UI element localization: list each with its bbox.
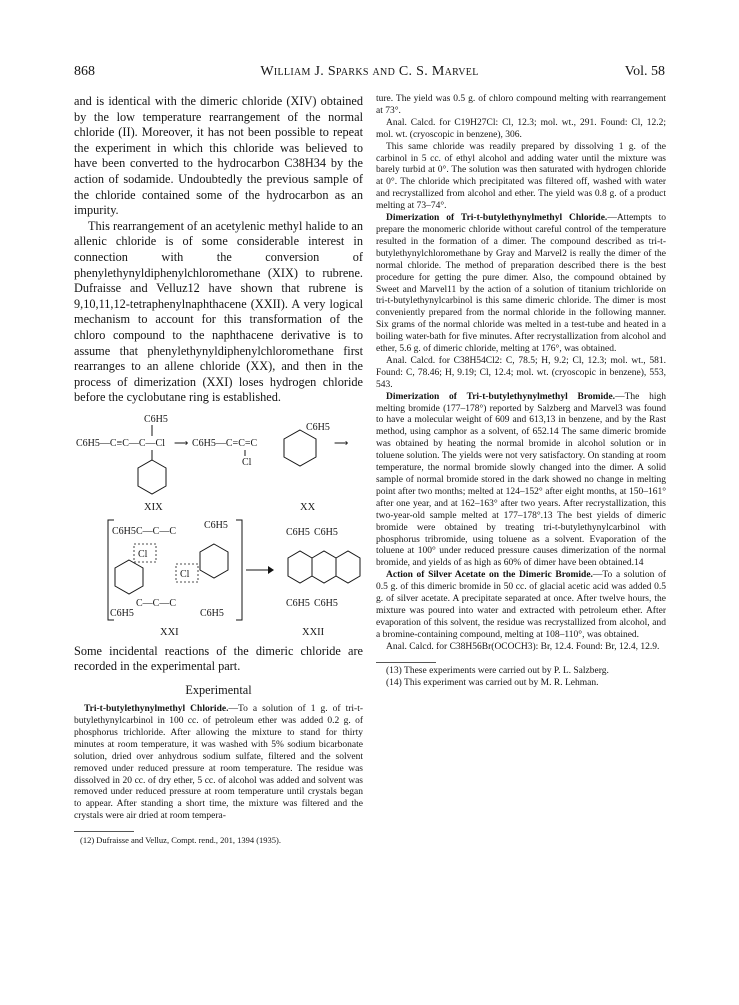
paragraph — [376, 392, 666, 571]
analysis-line: Anal. Calcd. for C38H54Cl2: C, 78.5; H, 9.2; Cl, 12.3; mol. wt., 581. Found: C, 78.46; H, 9.19; Cl, 12.4; mol. wt. (cryoscopic in benzene), 553, 543. — [376, 355, 666, 390]
running-header — [74, 64, 665, 84]
left-column — [74, 94, 363, 846]
xxi-cl-1: Cl — [138, 548, 148, 560]
paragraph: and is identical with the dimeric chloride (XIV) obtained by the low temperature rearrangement of the normal chloride (II). Moreover, it has not been possible to repeat the experiment in which this chloride was believed to have been converted to the hydrocarbon C38H34 by the action of sodamide. Undoubtedly the previous sample of the chloride contained some of the hydrocarbon as an impurity. — [74, 94, 363, 218]
paragraph: This same chloride was readily prepared by dissolving 1 g. of the carbinol in 5 cc. of ethyl alcohol and adding water until the mixture was barely turbid at 0°. The solution was then saturated with hydrogen chloride at 0°. The chloride which precipitated was filtered off, washed with water and recrystallized from alcohol and ether. The yield was 0.8 g. of a product melting at 73–74°. — [376, 141, 666, 212]
analysis-line: Anal. Calcd. for C19H27Cl: Cl, 12.3; mol. wt., 291. Found: Cl, 12.2; mol. wt. (cryoscopic in benzene), 306. — [376, 117, 666, 140]
xxi-phenyl-tr: C6H5 — [204, 519, 228, 531]
analysis-line: Anal. Calcd. for C38H56Br(OCOCH3): Br, 12.4. Found: Br, 12.4, 12.9. — [386, 641, 660, 652]
paragraph-body: —The high melting bromide (177–178°) reported by Salzberg and Marvel3 was found to have a molecular weight of 609 and 613,13 in benzene, and by the Rast method, using camphor as a solvent, of 652.14 The same dimeric bromide was obtained by heating the normal bromide in alcohol solution or in toluene solution. The yields were not very satisfactory. On standing at room temperature, the normal bromide slowly changed into the dimer. A solid sample of normal bromide stored in the dark showed no change in melting point after two months; melted at 124–152° after eight months, at 150–161° after one year, and at 162–163° after two years. After recrystallization, this two-year-old sample melted at 177–178°.13 The best yields of dimeric bromide were obtained by treating tri-t-butylethynylcarbinol with phosphorus tribromide, using toluene as a solvent. Evaporation of the toluene at 100° under reduced pressure causes dimerization of the normal bromide, and yields of as high as 60% of dimer have been obtained.14 — [376, 391, 666, 569]
paragraph-body: —To a solution of 0.5 g. of this dimeric bromide in 50 cc. of glacial acetic acid was added 0.5 g. of silver acetate. A precipitate separated at once. After twelve hours, the mixture was poured into water and extracted with petroleum ether. After evaporation of this solvent, the residue was recrystallized from alcohol, and a bromine-containing compound, melting at 108–110°, was obtained. — [376, 570, 666, 640]
right-column — [376, 94, 666, 689]
xx-phenyl: C6H5 — [306, 421, 330, 433]
label-xx: XX — [300, 501, 316, 513]
xxi-chain-top: C—C—C — [136, 525, 177, 537]
paragraph: ture. The yield was 0.5 g. of chloro compound melting with rearrangement at 73°. — [376, 94, 666, 116]
page-number: 868 — [74, 64, 95, 79]
xxii-phenyl-tr: C6H5 — [314, 526, 338, 538]
footnote-rule — [376, 662, 436, 663]
xxii-phenyl-br: C6H5 — [314, 597, 338, 609]
label-xxii: XXII — [302, 626, 325, 638]
footnote: (13) These experiments were carried out by P. L. Salzberg. — [386, 665, 609, 676]
xx-chain: C6H5—C=C=C — [192, 437, 258, 449]
section-heading: Experimental — [185, 683, 252, 698]
footnote: (14) This experiment was carried out by M. R. Lehman. — [386, 677, 599, 688]
paragraph: This rearrangement of an acetylenic methyl halide to an allenic chloride is of some considerable interest in connection with the conversion of phenylethynyldiphenylchloromethane (XIX) to rubrene. Dufraisse and Velluz12 have shown that rubrene is 9,10,11,12-tetraphenylnaphthacene (XXII). A very logical mechanism to account for this transformation of the chloro compound to the naphthacene derivative is to assume that phenylethynyldiphenylchloromethane first rearranges to an allene chloride (XX), and then in the process of dimerization (XXI) loses hydrogen chloride before the cyclobutane ring is established. — [74, 218, 363, 405]
xxii-phenyl-bl: C6H5 — [286, 597, 310, 609]
run-in-title: Dimerization of Tri-t-butylethynylmethyl Bromide. — [386, 391, 616, 402]
label-xix: XIX — [144, 501, 163, 513]
xx-chloride: Cl — [242, 456, 252, 468]
label-xxi: XXI — [160, 626, 179, 638]
footnote: (12) Dufraisse and Velluz, Compt. rend., 201, 1394 (1935). — [80, 835, 281, 846]
paragraph — [74, 704, 363, 823]
reaction-scheme-diagram — [74, 410, 363, 638]
reaction-arrow-2: ⟶ — [334, 437, 349, 449]
run-in-title: Tri-t-butylethynylmethyl Chloride. — [84, 704, 229, 715]
reaction-arrow-1: ⟶ — [174, 437, 189, 449]
xxi-chain-bot: C—C—C — [136, 597, 177, 609]
paragraph — [376, 570, 666, 641]
run-in-title: Dimerization of Tri-t-butylethynylmethyl Chloride. — [386, 213, 608, 224]
xxi-phenyl-bl: C6H5 — [110, 607, 134, 619]
running-title: William J. Sparks and C. S. Marvel — [260, 64, 479, 79]
volume-label: Vol. 58 — [624, 64, 665, 79]
footnote-rule — [74, 831, 134, 832]
paragraph-body: —To a solution of 1 g. of tri-t-butylethynylcarbinol in 100 cc. of petroleum ether was added 0.2 g. of phosphorus trichloride. After allowing the mixture to stand for thirty minutes at room temperature, it was washed with 5% sodium bicarbonate solution, dried over anhydrous sodium sulfate, filtered and the solvent removed under reduced pressure at room temperature. The residue was dissolved in 20 cc. of dry ether, 5 cc. of alcohol was added and solvent was removed under reduced pressure at room temperature until crystals began to appear. After standing a short time, the mixture was filtered and the crystals were air dried at room tempera- — [74, 704, 363, 822]
xxii-phenyl-tl: C6H5 — [286, 526, 310, 538]
xix-chain: C6H5—C≡C—C—Cl — [76, 437, 165, 449]
xxi-phenyl-tl: C6H5 — [112, 525, 136, 537]
run-in-title: Action of Silver Acetate on the Dimeric Bromide. — [386, 570, 593, 581]
xxi-phenyl-br: C6H5 — [200, 607, 224, 619]
paragraph-body: —Attempts to prepare the monomeric chloride without careful control of the temperature resulted in the formation of a dimer. The compound described as tri-t-butylethynylchloromethane by Gray and Marvel2 is really the dimer of the normal chloride. The method of preparation described there is the best procedure for getting the pure dimer. Also, the compound obtained by Sweet and Marvel11 by the action of a solution of titanium trichloride on tri-t-butylethynylcarbinol is this same dimeric chloride. The dimer is most conveniently prepared from the normal chloride in the following manner. Six grams of the normal chloride was melted in a test-tube and heated in a boiling water-bath for five minutes. After recrystallization from alcohol and ether, 5.6 g. of dimeric chloride, melting at 176°, was obtained. — [376, 213, 666, 355]
paragraph — [376, 213, 666, 356]
xix-phenyl-top: C6H5 — [144, 413, 168, 425]
xxi-cl-2: Cl — [180, 568, 190, 580]
paragraph: Some incidental reactions of the dimeric chloride are recorded in the experimental part. — [74, 643, 363, 674]
